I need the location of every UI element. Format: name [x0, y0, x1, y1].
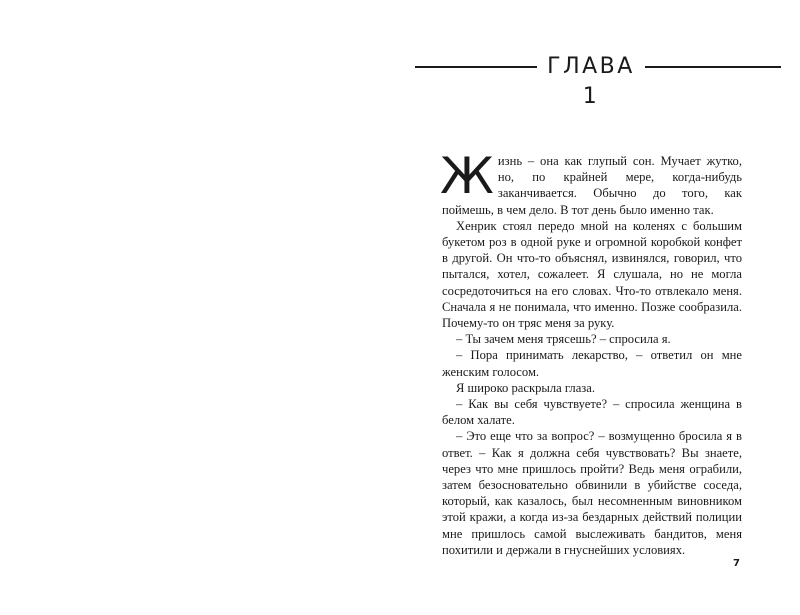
paragraph-1-text: изнь – она как глупый сон. Мучает жутко, но, по крайней мере, когда-нибудь заканчивается. Обычно до того, как поймешь, в чем дело. В тот день было именно так. — [442, 154, 742, 217]
chapter-rule-left — [415, 66, 537, 68]
paragraph-6: – Как вы себя чувствуете? – спросила женщина в белом халате. — [442, 397, 742, 428]
paragraph-4: – Пора принимать лекарство, – ответил он мне женским голосом. — [442, 348, 742, 379]
paragraph-3: – Ты зачем меня трясешь? – спросила я. — [456, 332, 671, 347]
page-number: 7 — [733, 558, 740, 569]
chapter-title: ГЛАВА 1 — [547, 54, 635, 109]
drop-cap: Ж — [440, 147, 494, 205]
chapter-body — [440, 147, 742, 558]
paragraph-1 — [440, 147, 742, 218]
paragraph-7: – Это еще что за вопрос? – возмущенно бросила я в ответ. – Как я должна себя чувствовать? Вы знаете, через что мне пришлось пройти? Ведь меня ограбили, затем безосновательно обвинили в убийстве соседа, который, как казалось, был несомненным виновником этой кражи, а когда из-за бездарных действий полиции мне пришлось самой выслеживать бандитов, меня похитили и держали в гнуснейших условиях. — [442, 429, 742, 557]
paragraph-2: Хенрик стоял передо мной на коленях с большим букетом роз в одной руке и огромной коробкой конфет в другой. Он что-то объяснял, извинялся, говорил, что пытался, хотел, сожалеет. Я слушала, но не могла сосредоточиться на его словах. Что-то отвлекало меня. Сначала я не понимала, что именно. Позже сообразила. Почему-то он тряс меня за руку. — [442, 218, 742, 331]
chapter-rule-right — [645, 66, 781, 68]
paragraph-5: Я широко раскрыла глаза. — [456, 380, 595, 395]
